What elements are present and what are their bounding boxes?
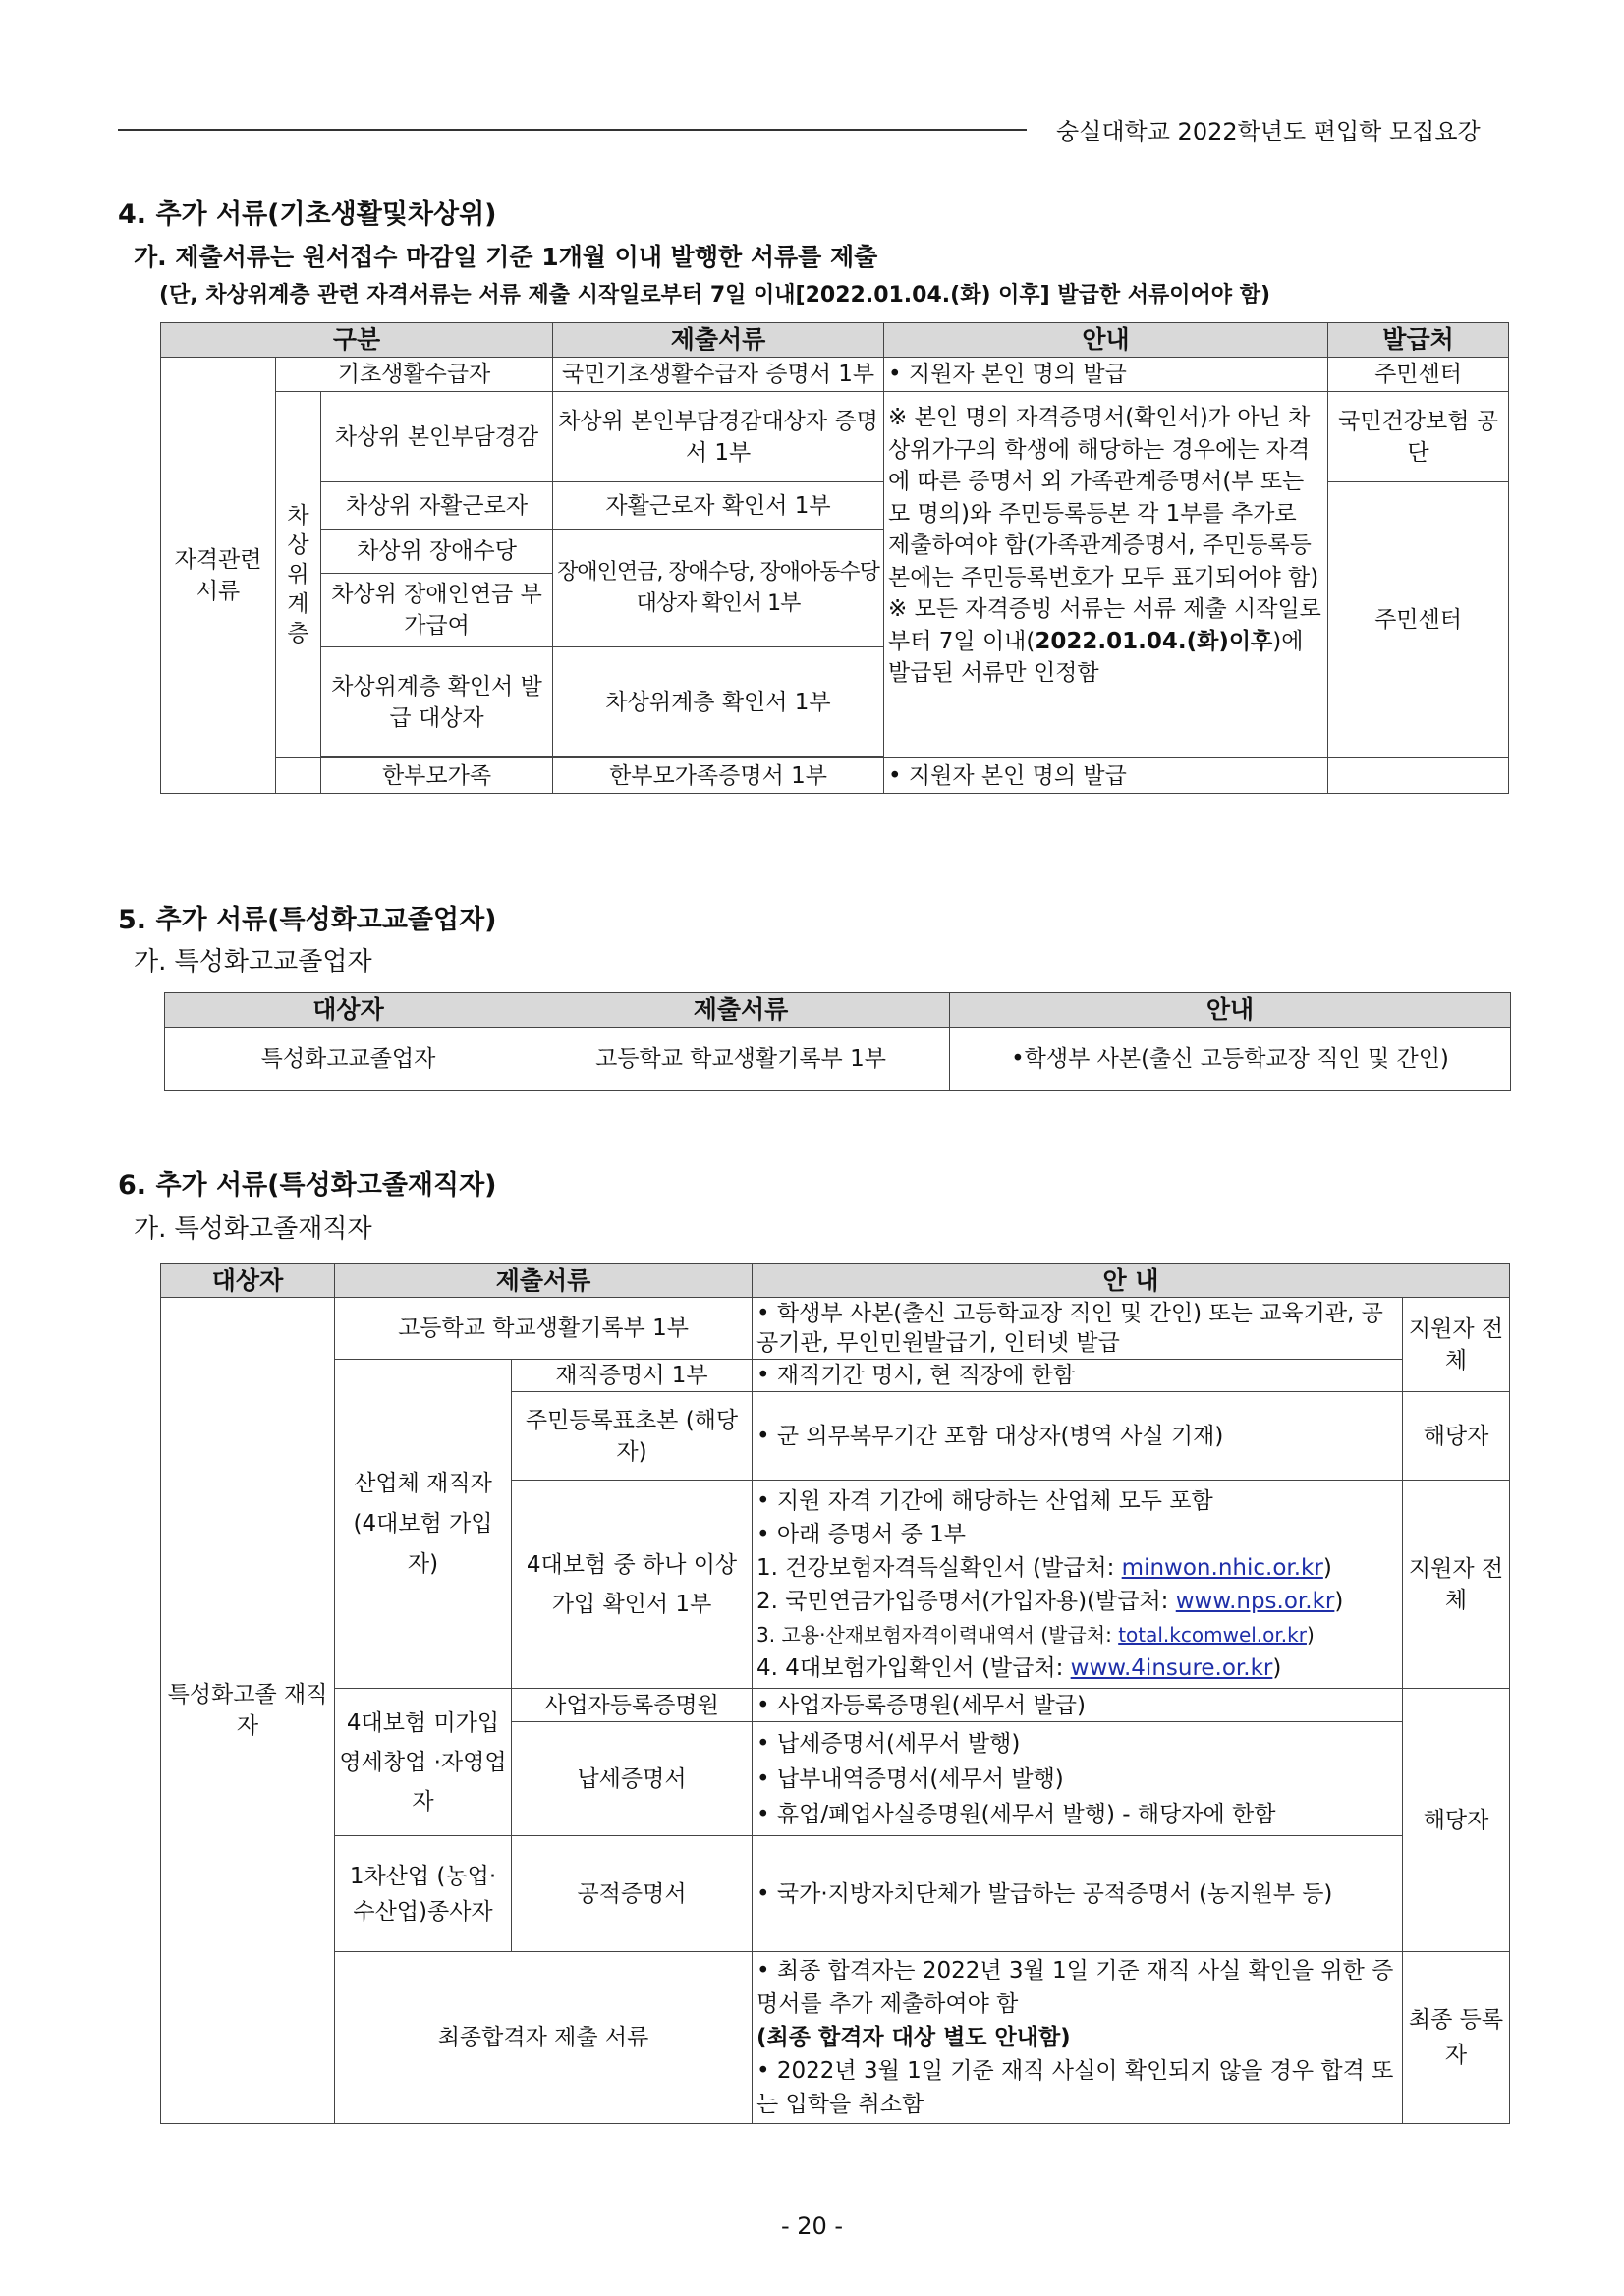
issuer-cell: 해당자 bbox=[1403, 1392, 1510, 1481]
doc-cell: 최종합격자 제출 서류 bbox=[335, 1952, 753, 2124]
section4-table bbox=[160, 322, 1509, 794]
info-cell: • 지원자 본인 명의 발급 bbox=[884, 758, 1328, 794]
col-header: 안내 bbox=[950, 993, 1511, 1028]
issuer-cell: 국민건강보험 공단 bbox=[1328, 392, 1509, 482]
info-line: • 지원 자격 기간에 해당하는 산업체 모두 포함 bbox=[756, 1487, 1213, 1514]
type-cell: 차상위 장애수당 bbox=[321, 530, 553, 574]
col-header: 제출서류 bbox=[335, 1264, 753, 1298]
self-employed-cell: 4대보험 미가입 영세창업 ·자영업자 bbox=[335, 1689, 512, 1836]
info-cell: • 사업자등록증명원(세무서 발급) bbox=[753, 1689, 1403, 1722]
industry-cell: 산업체 재직자 (4대보험 가입자) bbox=[335, 1360, 512, 1689]
issuer-link-row: 2. 국민연금가입증명서(가입자용)(발급처: www.nps.or.kr) bbox=[756, 1588, 1344, 1614]
target-cell: 특성화고졸 재직자 bbox=[161, 1298, 335, 2124]
info-cell: • 국가·지방자치단체가 발급하는 공적증명서 (농지원부 등) bbox=[753, 1836, 1403, 1952]
4insure-link[interactable]: www.4insure.or.kr bbox=[1070, 1654, 1273, 1681]
info-cell bbox=[753, 1722, 1403, 1836]
info-line: • 아래 증명서 중 1부 bbox=[756, 1521, 966, 1547]
info-cell: • 학생부 사본(출신 고등학교장 직인 및 간인) 또는 교육기관, 공공기관, 무인민원발급기, 인터넷 발급 bbox=[753, 1298, 1403, 1360]
doc-cell: 자활근로자 확인서 1부 bbox=[553, 482, 884, 530]
info-line: • 납부내역증명서(세무서 발행) bbox=[756, 1765, 1064, 1792]
issuer-link-row: 1. 건강보험자격득실확인서 (발급처: minwon.nhic.or.kr) bbox=[756, 1554, 1332, 1581]
issuer-cell: 주민센터 bbox=[1328, 482, 1509, 758]
section4-title: 4. 추가 서류(기초생활및차상위) bbox=[118, 199, 497, 230]
col-header: 구분 bbox=[161, 323, 553, 358]
info-cell bbox=[753, 1952, 1403, 2124]
section5-title: 5. 추가 서류(특성화고교졸업자) bbox=[118, 905, 497, 935]
type-cell: 차상위계층 확인서 발급 대상자 bbox=[321, 647, 553, 757]
section6-subtitle: 가. 특성화고졸재직자 bbox=[134, 1214, 372, 1244]
info-cell: • 재직기간 명시, 현 직장에 한함 bbox=[753, 1360, 1403, 1392]
doc-cell: 공적증명서 bbox=[512, 1836, 753, 1952]
col-header: 안 내 bbox=[753, 1264, 1510, 1298]
issuer-link-row: 4. 4대보험가입확인서 (발급처: www.4insure.or.kr) bbox=[756, 1654, 1282, 1681]
info-line: • 납세증명서(세무서 발행) bbox=[756, 1730, 1021, 1757]
subgroup-label: 차상위계층 bbox=[276, 392, 321, 758]
info-note-1: ※ 본인 명의 자격증명서(확인서)가 아닌 차상위가구의 학생에 해당하는 경우에는 자격에 따른 증명서 외 가족관계증명서(부 또는 모 명의)와 주민등록등본 각 1부를 추가로 제출하여야 함(가족관계증명서, 주민등록등본에는 주민등록번호가 모두 표기되어야 함) bbox=[888, 405, 1319, 590]
kcomwel-link[interactable]: total.kcomwel.or.kr bbox=[1118, 1622, 1307, 1647]
issuer-cell: 지원자 전체 bbox=[1403, 1481, 1510, 1689]
info-cell: •학생부 사본(출신 고등학교장 직인 및 간인) bbox=[950, 1028, 1511, 1091]
issuer-cell: 해당자 bbox=[1403, 1689, 1510, 1952]
col-header: 대상자 bbox=[165, 993, 532, 1028]
section6-table bbox=[160, 1263, 1510, 2124]
type-cell: 차상위 장애인연금 부가급여 bbox=[321, 574, 553, 647]
issuer-cell: 주민센터 bbox=[1328, 358, 1509, 392]
type-cell: 차상위 자활근로자 bbox=[321, 482, 553, 530]
doc-cell: 재직증명서 1부 bbox=[512, 1360, 753, 1392]
info-note-2: ※ 모든 자격증빙 서류는 서류 제출 시작일로부터 7일 이내(2022.01.04.(화)이후)에 발급된 서류만 인정함 bbox=[888, 596, 1321, 686]
col-header: 제출서류 bbox=[532, 993, 950, 1028]
header-divider bbox=[118, 129, 1027, 131]
doc-cell: 사업자등록증명원 bbox=[512, 1689, 753, 1722]
doc-cell: 국민기초생활수급자 증명서 1부 bbox=[553, 358, 884, 392]
type-cell: 기초생활수급자 bbox=[276, 358, 553, 392]
issuer-cell: 지원자 전체 bbox=[1403, 1298, 1510, 1392]
type-cell: 한부모가족 bbox=[321, 758, 553, 794]
doc-cell: 고등학교 학교생활기록부 1부 bbox=[532, 1028, 950, 1091]
header-title: 숭실대학교 2022학년도 편입학 모집요강 bbox=[1056, 118, 1481, 145]
info-cell bbox=[884, 392, 1328, 758]
doc-cell: 차상위 본인부담경감대상자 증명서 1부 bbox=[553, 392, 884, 482]
section6-title: 6. 추가 서류(특성화고졸재직자) bbox=[118, 1170, 497, 1201]
target-cell: 특성화고교졸업자 bbox=[165, 1028, 532, 1091]
doc-cell: 차상위계층 확인서 1부 bbox=[553, 647, 884, 757]
nps-link[interactable]: www.nps.or.kr bbox=[1175, 1588, 1335, 1614]
group-label: 자격관련 서류 bbox=[161, 358, 276, 794]
col-header: 대상자 bbox=[161, 1264, 335, 1298]
doc-cell: 장애인연금, 장애수당, 장애아동수당 대상자 확인서 1부 bbox=[553, 530, 884, 647]
nhic-link[interactable]: minwon.nhic.or.kr bbox=[1121, 1554, 1323, 1581]
issuer-link-row: 3. 고용·산재보험자격이력내역서 (발급처: total.kcomwel.or.kr) bbox=[756, 1622, 1315, 1647]
section4-note: (단, 차상위계층 관련 자격서류는 서류 제출 시작일로부터 7일 이내[2022.01.04.(화) 이후] 발급한 서류이어야 함) bbox=[159, 283, 1271, 308]
agri-cell: 1차산업 (농업·수산업)종사자 bbox=[335, 1836, 512, 1952]
col-header: 제출서류 bbox=[553, 323, 884, 358]
info-line: • 최종 합격자는 2022년 3월 1일 기준 재직 사실 확인을 위한 증명서를 추가 제출하여야 함 bbox=[756, 1958, 1394, 2017]
doc-cell: 한부모가족증명서 1부 bbox=[553, 758, 884, 794]
doc-cell: 고등학교 학교생활기록부 1부 bbox=[335, 1298, 753, 1360]
col-header: 안내 bbox=[884, 323, 1328, 358]
col-header: 발급처 bbox=[1328, 323, 1509, 358]
section4-subtitle: 가. 제출서류는 원서접수 마감일 기준 1개월 이내 발행한 서류를 제출 bbox=[134, 243, 878, 271]
section5-table bbox=[164, 992, 1511, 1091]
issuer-cell: 최종 등록자 bbox=[1403, 1952, 1510, 2124]
type-cell: 차상위 본인부담경감 bbox=[321, 392, 553, 482]
info-cell bbox=[753, 1481, 1403, 1689]
doc-cell: 납세증명서 bbox=[512, 1722, 753, 1836]
section5-subtitle: 가. 특성화고교졸업자 bbox=[134, 947, 372, 977]
doc-cell: 4대보험 중 하나 이상 가입 확인서 1부 bbox=[512, 1481, 753, 1689]
info-line: (최종 합격자 대상 별도 안내함) bbox=[756, 2025, 1071, 2050]
page-number: - 20 - bbox=[780, 2212, 844, 2240]
info-line: • 2022년 3월 1일 기준 재직 사실이 확인되지 않을 경우 합격 또는 입학을 취소함 bbox=[756, 2058, 1394, 2117]
info-cell: • 지원자 본인 명의 발급 bbox=[884, 358, 1328, 392]
info-cell: • 군 의무복무기간 포함 대상자(병역 사실 기재) bbox=[753, 1392, 1403, 1481]
info-line: • 휴업/폐업사실증명원(세무서 발행) - 해당자에 한함 bbox=[756, 1801, 1276, 1827]
doc-cell: 주민등록표초본 (해당자) bbox=[512, 1392, 753, 1481]
